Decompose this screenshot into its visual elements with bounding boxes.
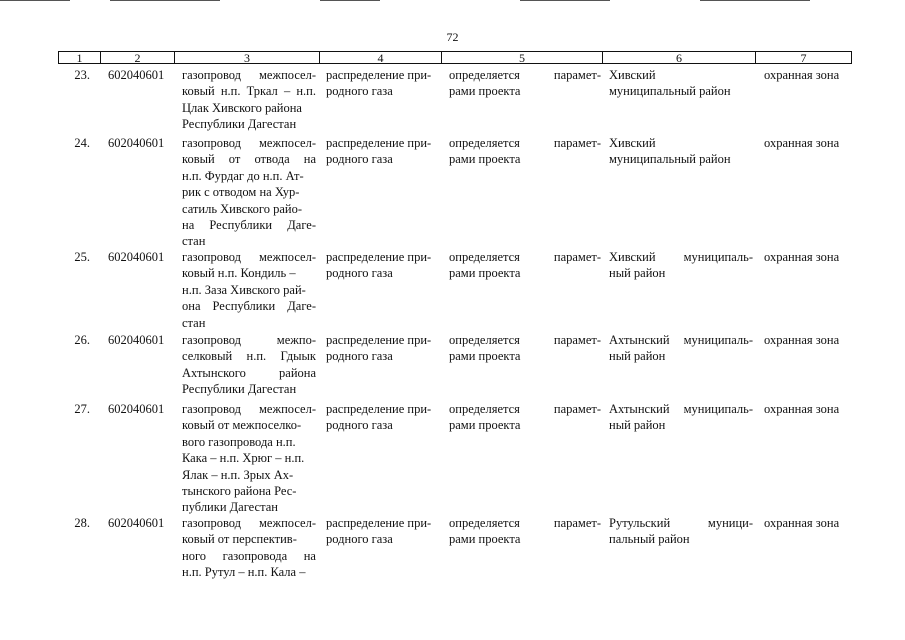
row-code: 602040601 (108, 402, 165, 416)
district-text: Хивский (609, 250, 656, 264)
object-name (182, 332, 316, 398)
params-text: рами проекта (449, 532, 521, 547)
name-line: Республики Дагестан (182, 117, 297, 132)
row-code: 602040601 (108, 68, 165, 82)
name-line: газопровод межпосел- (182, 136, 316, 150)
district (609, 135, 753, 168)
object-name (182, 515, 316, 581)
name-line: ковый от межпоселко- (182, 418, 302, 433)
row-code: 602040601 (108, 250, 165, 264)
params-text: рами проекта (449, 349, 521, 364)
district (609, 249, 753, 282)
header-col-6: 6 (603, 52, 756, 63)
name-line: н.п. Фурдаг до н.п. Ат- (182, 168, 304, 183)
params-text: рами проекта (449, 152, 521, 167)
district (609, 332, 753, 365)
purpose-line: распределение при- (326, 250, 432, 264)
header-col-4: 4 (320, 52, 442, 63)
name-line: ковый от перспектив- (182, 532, 297, 547)
header-col-5: 5 (442, 52, 603, 63)
purpose (326, 249, 438, 282)
params-text: определяется (449, 402, 520, 416)
params-text: рами проекта (449, 418, 521, 433)
name-line: ковый от отвода на (182, 152, 316, 167)
district-text: Ахтынский (609, 333, 670, 347)
zone: охранная зона (764, 250, 840, 264)
purpose-line: родного газа (326, 532, 393, 547)
params-text: парамет- (553, 516, 601, 530)
row-code: 602040601 (108, 516, 165, 530)
name-line: газопровод межпосел- (182, 402, 316, 416)
parameters (449, 332, 601, 365)
purpose-line: родного газа (326, 349, 393, 364)
purpose-line: распределение при- (326, 402, 432, 416)
district-text: муниципаль- (683, 333, 753, 347)
top-rule (110, 0, 220, 1)
row-number: 24. (74, 136, 90, 150)
name-line: н.п. Заза Хивского рай- (182, 282, 306, 297)
params-text: определяется (449, 333, 520, 347)
name-line: газопровод межпосел- (182, 68, 316, 82)
zone: охранная зона (764, 136, 840, 150)
name-line: газопровод межпо- (182, 333, 316, 347)
top-rule (700, 0, 810, 1)
district-text: муниципальный район (609, 84, 731, 99)
name-line: Цлак Хивского района (182, 100, 302, 115)
row-code: 602040601 (108, 136, 165, 150)
header-col-2: 2 (101, 52, 175, 63)
params-text: рами проекта (449, 266, 521, 281)
header-col-7: 7 (800, 51, 807, 65)
district-text: Рутульский (609, 516, 671, 530)
params-text: парамет- (553, 333, 601, 347)
name-line: рик с отводом на Хур- (182, 185, 300, 200)
top-rule (320, 0, 380, 1)
top-rule (0, 0, 70, 1)
purpose-line: родного газа (326, 152, 393, 167)
district-text: Хивский (609, 68, 656, 82)
district (609, 515, 753, 548)
zone: охранная зона (764, 333, 840, 347)
parameters (449, 515, 601, 548)
params-text: определяется (449, 136, 520, 150)
purpose-line: распределение при- (326, 136, 432, 150)
row-number: 27. (74, 402, 90, 416)
name-line: ковый н.п. Тркал – н.п. (182, 84, 316, 99)
object-name (182, 67, 316, 133)
params-text: определяется (449, 516, 520, 530)
name-line: тынского района Рес- (182, 484, 297, 499)
params-text: парамет- (553, 68, 601, 82)
name-line: она Республики Даге- (182, 299, 316, 314)
object-name (182, 135, 316, 250)
object-name (182, 249, 316, 331)
name-line: публики Дагестан (182, 500, 278, 515)
row-number: 26. (74, 333, 90, 347)
row-code: 602040601 (108, 333, 165, 347)
purpose (326, 401, 438, 434)
name-line: н.п. Рутул – н.п. Кала – (182, 565, 306, 580)
header-col-1: 1 (59, 52, 101, 63)
page-number: 72 (446, 30, 459, 44)
purpose (326, 135, 438, 168)
name-line: стан (182, 234, 206, 249)
name-line: на Республики Даге- (182, 218, 316, 233)
table-header (58, 51, 852, 64)
row-number: 23. (74, 68, 90, 82)
district-text: Ахтынский (609, 402, 670, 416)
district-text: пальный район (609, 532, 690, 547)
district (609, 401, 753, 434)
row-number: 28. (74, 516, 90, 530)
parameters (449, 401, 601, 434)
purpose-line: родного газа (326, 418, 393, 433)
name-line: стан (182, 315, 206, 330)
name-line: газопровод межпосел- (182, 250, 316, 264)
district-text: муниципаль- (683, 402, 753, 416)
name-line: ковый н.п. Кондиль – (182, 266, 296, 281)
district-text: муниципальный район (609, 152, 731, 167)
purpose-line: распределение при- (326, 516, 432, 530)
zone: охранная зона (764, 402, 840, 416)
purpose (326, 67, 438, 100)
params-text: парамет- (553, 402, 601, 416)
params-text: рами проекта (449, 84, 521, 99)
header-col-3: 3 (175, 52, 320, 63)
purpose-line: распределение при- (326, 68, 432, 82)
name-line: ного газопровода на (182, 548, 316, 563)
params-text: определяется (449, 250, 520, 264)
district-text: Хивский (609, 136, 656, 150)
object-name (182, 401, 316, 516)
row-number: 25. (74, 250, 90, 264)
name-line: Республики Дагестан (182, 382, 297, 397)
name-line: селковый н.п. Гдыык (182, 349, 316, 364)
parameters (449, 249, 601, 282)
purpose-line: родного газа (326, 266, 393, 281)
parameters (449, 67, 601, 100)
district-text: муници- (707, 516, 753, 530)
purpose (326, 332, 438, 365)
params-text: парамет- (553, 136, 601, 150)
name-line: вого газопровода н.п. (182, 434, 296, 449)
district-text: ный район (609, 418, 666, 433)
params-text: определяется (449, 68, 520, 82)
district-text: муниципаль- (683, 250, 753, 264)
parameters (449, 135, 601, 168)
params-text: парамет- (553, 250, 601, 264)
purpose-line: родного газа (326, 84, 393, 99)
district (609, 67, 753, 100)
zone: охранная зона (764, 516, 840, 530)
purpose (326, 515, 438, 548)
name-line: Ахтынского района (182, 365, 316, 380)
top-rule (520, 0, 610, 1)
name-line: газопровод межпосел- (182, 516, 316, 530)
name-line: Кака – н.п. Хрюг – н.п. (182, 451, 305, 466)
name-line: Ялак – н.п. Зрых Ах- (182, 467, 294, 482)
district-text: ный район (609, 266, 666, 281)
district-text: ный район (609, 349, 666, 364)
zone: охранная зона (764, 68, 840, 82)
purpose-line: распределение при- (326, 333, 432, 347)
name-line: сатиль Хивского райо- (182, 201, 303, 216)
